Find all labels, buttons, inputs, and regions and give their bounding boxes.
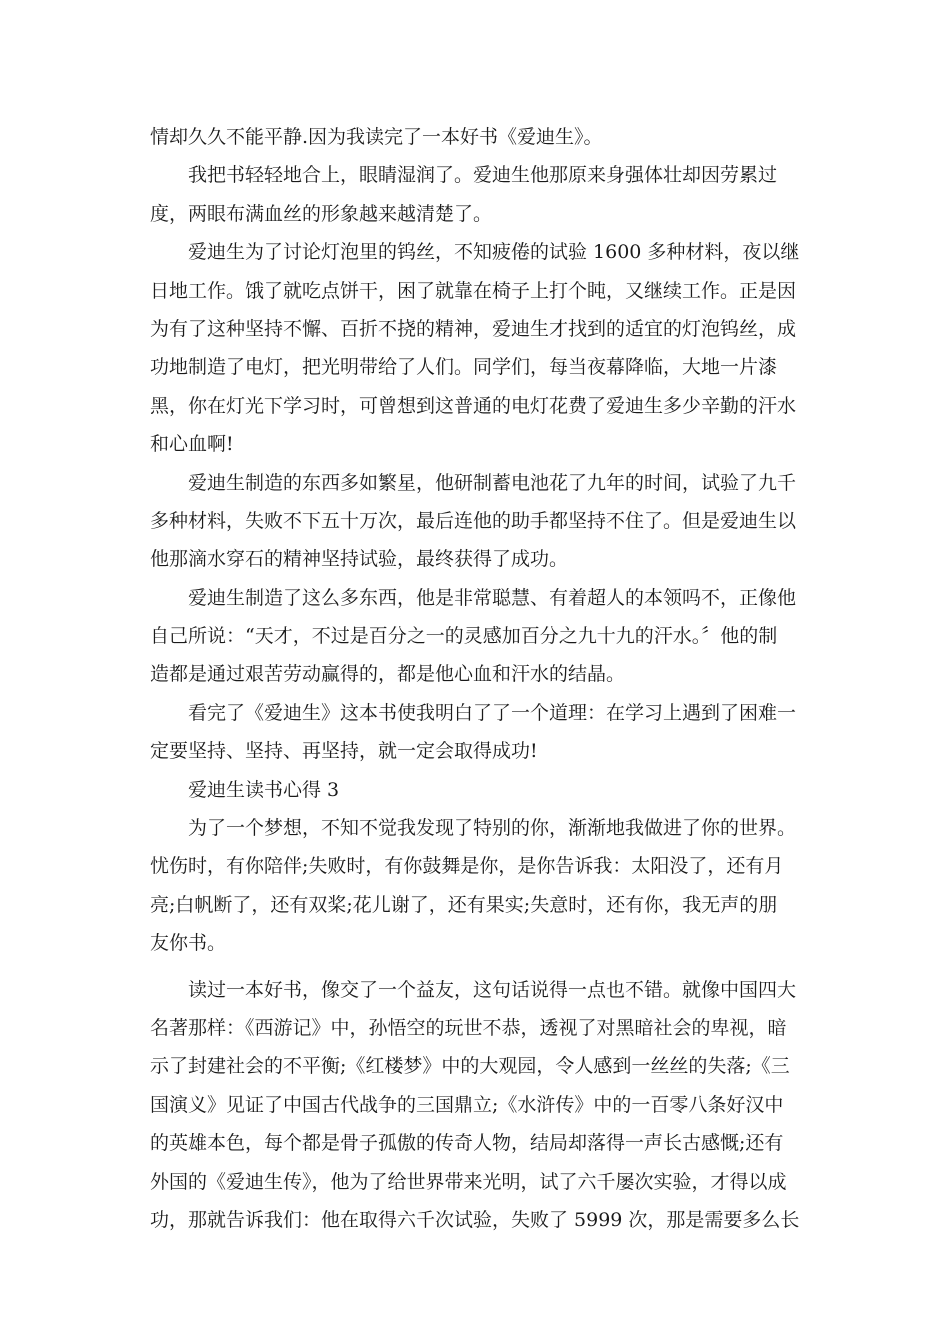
- text-line: 日地工作。饿了就吃点饼干，困了就靠在椅子上打个盹，又继续工作。正是因: [150, 279, 797, 302]
- text-line: 爱迪生制造了这么多东西，他是非常聪慧、有着超人的本领吗不，正像他: [188, 586, 797, 609]
- text-line: 情却久久不能平静.因为我读完了一本好书《爱迪生》。: [150, 126, 603, 148]
- paragraph-gap: [150, 963, 802, 971]
- text-line: 度，两眼布满血丝的形象越来越清楚了。: [150, 202, 493, 225]
- text-line: 定要坚持、坚持、再坚持，就一定会取得成功!: [150, 740, 538, 763]
- text-line: 他那滴水穿石的精神坚持试验，最终获得了成功。: [150, 548, 569, 571]
- text-line: 名著那样：《西游记》中，孙悟空的玩世不恭，透视了对黑暗社会的卑视，暗: [150, 1016, 787, 1039]
- text-line: 我把书轻轻地合上，眼睛湿润了。爱迪生他那原来身强体壮却因劳累过: [188, 164, 778, 187]
- text-line: 友你书。: [150, 932, 227, 955]
- document-body: [150, 118, 802, 1239]
- text-line: 国演义》见证了中国古代战争的三国鼎立;《水浒传》中的一百零八条好汉中: [150, 1093, 784, 1116]
- text-line: 功地制造了电灯，把光明带给了人们。同学们，每当夜幕降临，大地一片漆: [150, 356, 778, 379]
- text-line: 亮;白帆断了，还有双桨;花儿谢了，还有果实;失意时，还有你，我无声的朋: [150, 893, 778, 916]
- text-line: 外国的《爱迪生传》，他为了给世界带来光明，试了六千屡次实验，才得以成: [150, 1170, 787, 1193]
- text-line: 为有了这种坚持不懈、百折不挠的精神，爱迪生才找到的适宜的灯泡钨丝，成: [150, 317, 797, 340]
- text-line: 为了一个梦想，不知不觉我发现了特别的你，渐渐地我做进了你的世界。: [188, 817, 797, 840]
- text-line: 示了封建社会的不平衡;《红楼梦》中的大观园，令人感到一丝丝的失落;《三: [150, 1055, 790, 1078]
- text-line: 忧伤时，有你陪伴;失败时，有你鼓舞是你，是你告诉我：太阳没了，还有月: [150, 855, 784, 878]
- text-line: 造都是通过艰苦劳动赢得的，都是他心血和汗水的结晶。: [150, 663, 626, 686]
- text-line: 读过一本好书，像交了一个益友，这句话说得一点也不错。就像中国四大: [188, 978, 797, 1001]
- text-line: 功，那就告诉我们：他在取得六千次试验，失败了 5999 次，那是需要多么长: [150, 1208, 800, 1231]
- text-line: 爱迪生制造的东西多如繁星，他研制蓄电池花了九年的时间，试验了九千: [188, 471, 797, 494]
- text-line: 爱迪生为了讨论灯泡里的钨丝，不知疲倦的试验 1600 多种材料，夜以继: [188, 241, 800, 264]
- text-line: 黑，你在灯光下学习时，可曾想到这普通的电灯花费了爱迪生多少辛勤的汗水: [150, 394, 797, 417]
- text-line: 和心血啊!: [150, 433, 234, 456]
- text-line: 自己所说：“天才，不过是百分之一的灵感加百分之九十九的汗水。〞他的制: [150, 625, 778, 648]
- text-line: 看完了《爱迪生》这本书使我明白了了一个道理：在学习上遇到了困难一: [188, 701, 797, 724]
- text-line: 爱迪生读书心得 3: [188, 778, 340, 801]
- text-line: 多种材料，失败不下五十万次，最后连他的助手都坚持不住了。但是爱迪生以: [150, 509, 797, 532]
- text-line: 的英雄本色，每个都是骨子孤傲的传奇人物，结局却落得一声长古感慨;还有: [150, 1132, 784, 1155]
